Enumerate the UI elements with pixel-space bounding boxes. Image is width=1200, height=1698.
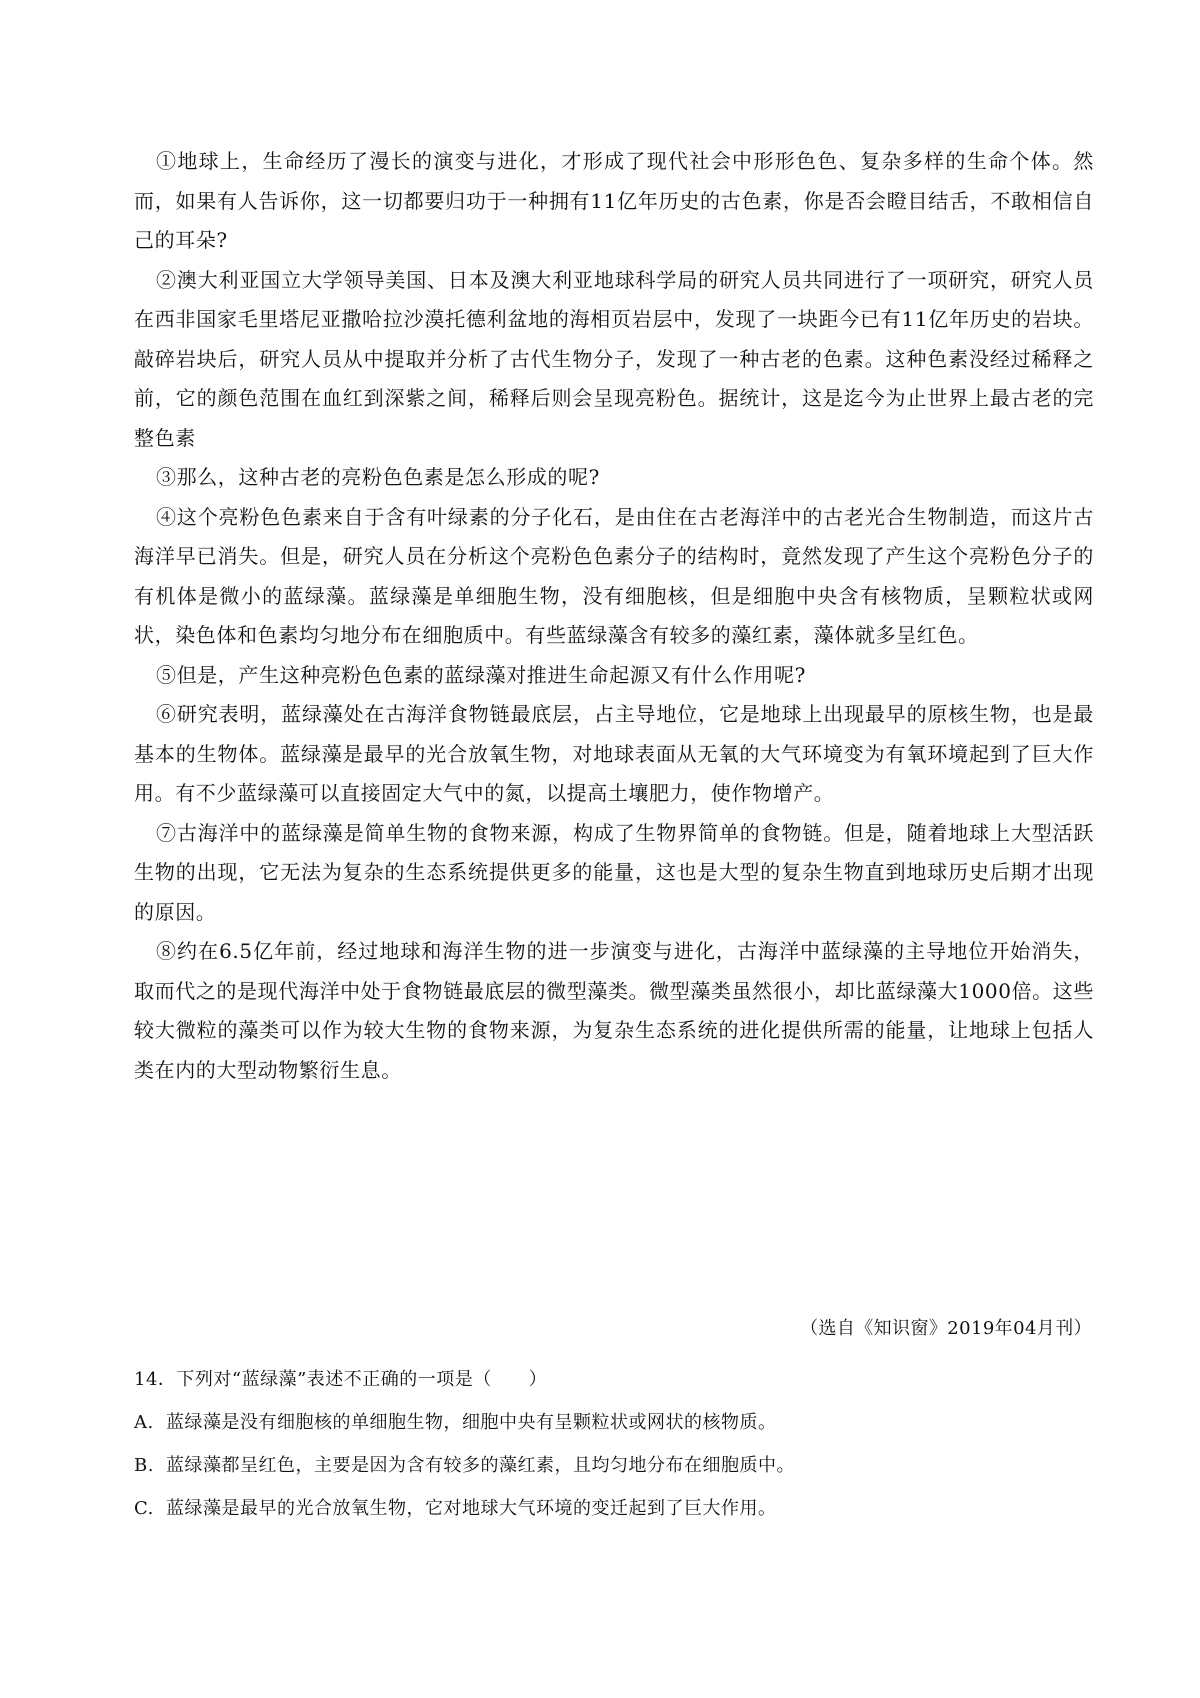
paragraph-4: ④这个亮粉色色素来自于含有叶绿素的分子化石，是由住在古老海洋中的古老光合生物制造，而这片古海洋早已消失。但是，研究人员在分析这个亮粉色色素分子的结构时，竟然发现了产生这个亮粉色分子的有机体是微小的蓝绿藻。蓝绿藻是单细胞生物，没有细胞核，但是细胞中央含有核物质，呈颗粒状或网状，染色体和色素均匀地分布在细胞质中。有些蓝绿藻含有较多的藻红素，藻体就多呈红色。 (134, 504, 1094, 647)
option-text: 蓝绿藻是没有细胞核的单细胞生物，细胞中央有呈颗粒状或网状的核物质。 (166, 1412, 777, 1433)
option-label: C. (134, 1498, 154, 1519)
option-text: 蓝绿藻是最早的光合放氧生物，它对地球大气环境的变迁起到了巨大作用。 (166, 1498, 777, 1519)
paragraph-8: ⑧约在6.5亿年前，经过地球和海洋生物的进一步演变与进化，古海洋中蓝绿藻的主导地位开始消失，取而代之的是现代海洋中处于食物链最底层的微型藻类。微型藻类虽然很小，却比蓝绿藻大1000倍。这些较大微粒的藻类可以作为较大生物的食物来源，为复杂生态系统的进化提供所需的能量，让地球上包括人类在内的大型动物繁衍生息。 (134, 939, 1094, 1082)
paragraph-3: ③那么，这种古老的亮粉色色素是怎么形成的呢? (156, 465, 600, 489)
option-b[interactable] (134, 1444, 1094, 1487)
passage-source: （选自《知识窗》2019年04月刊） (800, 1318, 1092, 1339)
option-a[interactable] (134, 1401, 1094, 1444)
option-text: 蓝绿藻都呈红色，主要是因为含有较多的藻红素，且均匀地分布在细胞质中。 (166, 1455, 795, 1476)
option-c[interactable] (134, 1487, 1094, 1530)
question-14 (134, 1358, 1094, 1530)
reading-passage (134, 142, 1094, 1090)
paragraph-2: ②澳大利亚国立大学领导美国、日本及澳大利亚地球科学局的研究人员共同进行了一项研究，研究人员在西非国家毛里塔尼亚撒哈拉沙漠托德利盆地的海相页岩层中，发现了一块距今已有11亿年历史的岩块。敲碎岩块后，研究人员从中提取并分析了古代生物分子，发现了一种古老的色素。这种色素没经过稀释之前，它的颜色范围在血红到深紫之间，稀释后则会呈现亮粉色。据统计，这是迄今为止世界上最古老的完整色素 (134, 267, 1094, 450)
question-stem: 14．下列对“蓝绿藻”表述不正确的一项是（ ） (134, 1369, 548, 1390)
paragraph-5: ⑤但是，产生这种亮粉色色素的蓝绿藻对推进生命起源又有什么作用呢? (156, 662, 806, 687)
option-label: B. (134, 1455, 154, 1476)
paragraph-6: ⑥研究表明，蓝绿藻处在古海洋食物链最底层，占主导地位，它是地球上出现最早的原核生物，也是最基本的生物体。蓝绿藻是最早的光合放氧生物，对地球表面从无氧的大气环境变为有氧环境起到了巨大作用。有不少蓝绿藻可以直接固定大气中的氮，以提高土壤肥力，使作物增产。 (134, 702, 1094, 805)
paragraph-7: ⑦古海洋中的蓝绿藻是简单生物的食物来源，构成了生物界简单的食物链。但是，随着地球上大型活跃生物的出现，它无法为复杂的生态系统提供更多的能量，这也是大型的复杂生物直到地球历史后期才出现的原因。 (134, 820, 1094, 924)
paragraph-1: ①地球上，生命经历了漫长的演变与进化，才形成了现代社会中形形色色、复杂多样的生命个体。然而，如果有人告诉你，这一切都要归功于一种拥有11亿年历史的古色素，你是否会瞪目结舌，不敢相信自己的耳朵? (134, 149, 1094, 252)
option-label: A. (134, 1412, 154, 1433)
